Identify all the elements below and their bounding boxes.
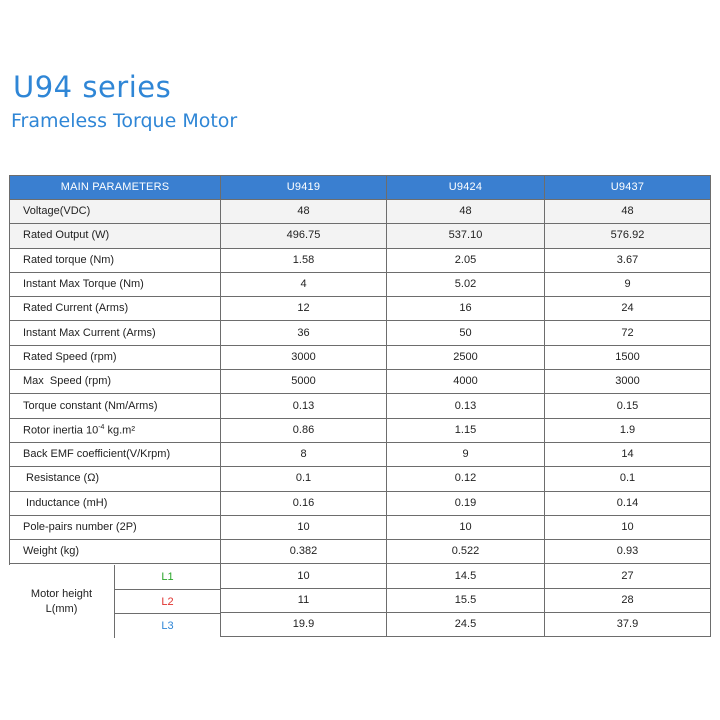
param-label: Rated Output (W): [10, 224, 221, 248]
motor-height-sublabels: [115, 565, 220, 638]
param-label: Back EMF coefficient(V/Krpm): [10, 442, 221, 466]
table-row: [10, 442, 711, 466]
cell-value: 24: [545, 297, 711, 321]
param-label: Instant Max Torque (Nm): [10, 272, 221, 296]
cell-value: 496.75: [221, 224, 387, 248]
cell-value: 0.522: [387, 540, 545, 564]
cell-value: 9: [387, 442, 545, 466]
cell-value: 0.93: [545, 540, 711, 564]
height-label-l1: L1: [115, 565, 220, 590]
table-row: [10, 515, 711, 539]
table-header-row: [10, 176, 711, 200]
cell-value: 1.9: [545, 418, 711, 442]
param-label: Rated torque (Nm): [10, 248, 221, 272]
cell-value: 576.92: [545, 224, 711, 248]
motor-height-label: [9, 565, 115, 638]
cell-value: 36: [221, 321, 387, 345]
cell-value: 72: [545, 321, 711, 345]
cell-value: 10: [221, 564, 387, 588]
cell-value: 8: [221, 442, 387, 466]
cell-value: 0.1: [545, 467, 711, 491]
header-model-u9424: U9424: [387, 176, 545, 200]
motor-height-label-line1: Motor height: [30, 588, 93, 601]
cell-value: 0.13: [387, 394, 545, 418]
cell-value: 9: [545, 272, 711, 296]
cell-value: 4000: [387, 370, 545, 394]
cell-value: 27: [545, 564, 711, 588]
cell-value: 10: [545, 515, 711, 539]
cell-value: 0.16: [221, 491, 387, 515]
cell-value: 1.58: [221, 248, 387, 272]
cell-value: 16: [387, 297, 545, 321]
series-title: U94 series: [13, 70, 172, 104]
cell-value: 10: [387, 515, 545, 539]
cell-value: 0.12: [387, 467, 545, 491]
param-label-superscript: -4: [98, 423, 105, 431]
table-row: [10, 491, 711, 515]
cell-value: 0.19: [387, 491, 545, 515]
cell-value: 0.14: [545, 491, 711, 515]
cell-value: 1.15: [387, 418, 545, 442]
cell-value: 48: [387, 200, 545, 224]
param-label: Rated Current (Arms): [10, 297, 221, 321]
cell-value: 37.9: [545, 613, 711, 637]
table-row: [10, 345, 711, 369]
table-row: [10, 418, 711, 442]
cell-value: 5.02: [387, 272, 545, 296]
cell-value: 3000: [545, 370, 711, 394]
cell-value: 3000: [221, 345, 387, 369]
cell-value: 2500: [387, 345, 545, 369]
table-row: [10, 467, 711, 491]
cell-value: 28: [545, 588, 711, 612]
cell-value: 48: [221, 200, 387, 224]
cell-value: 5000: [221, 370, 387, 394]
cell-value: 0.382: [221, 540, 387, 564]
cell-value: 24.5: [387, 613, 545, 637]
header-model-u9437: U9437: [545, 176, 711, 200]
param-label: Rated Speed (rpm): [10, 345, 221, 369]
product-subtitle: Frameless Torque Motor: [11, 110, 238, 132]
cell-value: 2.05: [387, 248, 545, 272]
motor-height-label-line2: L(mm): [45, 602, 78, 615]
table-row: [10, 370, 711, 394]
cell-value: 0.13: [221, 394, 387, 418]
cell-value: 50: [387, 321, 545, 345]
table-row: [10, 321, 711, 345]
motor-height-subtable: [9, 565, 220, 638]
param-label: Instant Max Current (Arms): [10, 321, 221, 345]
table-row: [10, 394, 711, 418]
table-row: [10, 248, 711, 272]
cell-value: 19.9: [221, 613, 387, 637]
cell-value: 12: [221, 297, 387, 321]
cell-value: 15.5: [387, 588, 545, 612]
cell-value: 0.86: [221, 418, 387, 442]
header-model-u9419: U9419: [221, 176, 387, 200]
param-label: Resistance (Ω): [10, 467, 221, 491]
height-label-l3: L3: [115, 614, 220, 638]
table-row: [10, 272, 711, 296]
table-row: [10, 297, 711, 321]
cell-value: 11: [221, 588, 387, 612]
param-label: Inductance (mH): [10, 491, 221, 515]
cell-value: 4: [221, 272, 387, 296]
param-label-prefix: Rotor inertia 10: [23, 424, 99, 437]
cell-value: 0.1: [221, 467, 387, 491]
param-label-rotor-inertia: [10, 418, 221, 442]
param-label: Max Speed (rpm): [10, 370, 221, 394]
cell-value: 3.67: [545, 248, 711, 272]
header-main-parameters: MAIN PARAMETERS: [10, 176, 221, 200]
param-label: Pole-pairs number (2P): [10, 515, 221, 539]
param-label: Torque constant (Nm/Arms): [10, 394, 221, 418]
table-row: [10, 224, 711, 248]
param-label-suffix: kg.m²: [104, 424, 136, 437]
height-label-l2: L2: [115, 590, 220, 615]
cell-value: 10: [221, 515, 387, 539]
param-label: Weight (kg): [10, 540, 221, 564]
table-row: [10, 200, 711, 224]
cell-value: 14.5: [387, 564, 545, 588]
cell-value: 14: [545, 442, 711, 466]
table-row: [10, 540, 711, 564]
cell-value: 0.15: [545, 394, 711, 418]
cell-value: 1500: [545, 345, 711, 369]
cell-value: 537.10: [387, 224, 545, 248]
param-label: Voltage(VDC): [10, 200, 221, 224]
cell-value: 48: [545, 200, 711, 224]
